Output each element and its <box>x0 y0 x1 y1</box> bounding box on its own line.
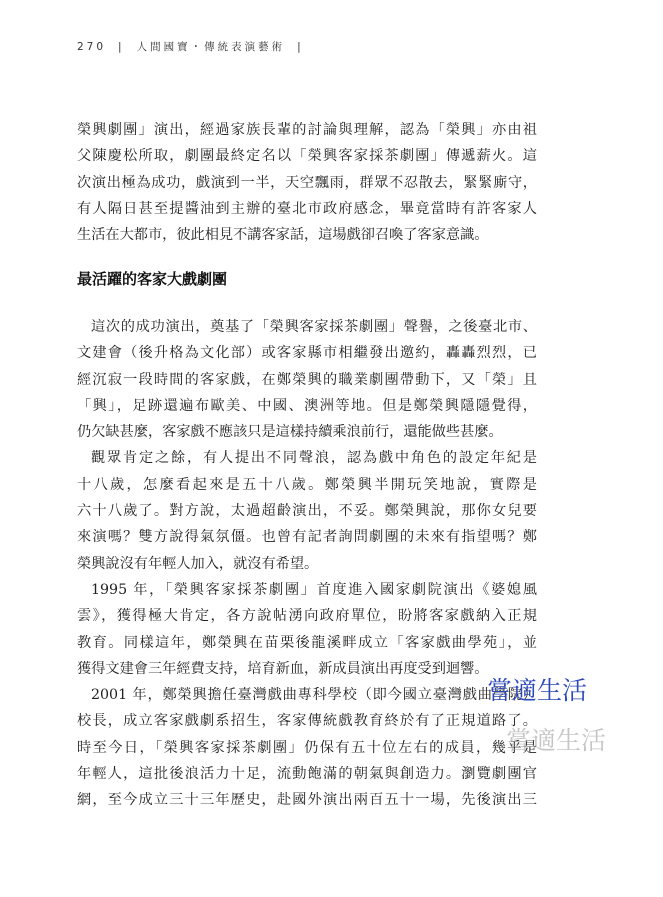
text-line: 文建會（後升格為文化部）或客家縣市相繼發出邀約，轟轟烈烈，已 <box>77 345 537 362</box>
text-line: 雲》，獲得極大肯定，各方說帖湧向政府單位，盼將客家戲納入正規 <box>77 608 537 625</box>
text-line: 年輕人，這批後浪活力十足，流動飽滿的朝氣與創造力。瀏覽劇團官 <box>77 766 537 783</box>
text-line: 1995 年，「榮興客家採茶劇團」首度進入國家劇院演出《婆媳風 <box>91 581 537 598</box>
text-line: 次演出極為成功，戲演到一半，天空飄雨，群眾不忍散去，緊緊廝守， <box>77 174 537 191</box>
text-line: 校長，成立客家戲劇系招生，客家傳統戲教育終於有了正規道路了。 <box>77 713 537 730</box>
watermark-logo: 嘗適生活 <box>487 676 588 705</box>
text-line: 榮興劇團」演出，經過家族長輩的討論與理解，認為「榮興」亦由祖 <box>77 122 537 138</box>
text-line: 觀眾肯定之餘，有人提出不同聲浪，認為戲中角色的設定年紀是 <box>91 450 537 467</box>
text-line: 經沉寂一段時間的客家戲，在鄭榮興的職業劇團帶動下，又「榮」且 <box>77 371 537 388</box>
running-header <box>77 39 316 54</box>
text-line: 生活在大都市，彼此相見不講客家話，這場戲卻召喚了客家意識。 <box>77 227 489 244</box>
text-line: 獲得文建會三年經費支持，培育新血，新成員演出再度受到迴響。 <box>77 660 489 677</box>
text-line: 榮興說沒有年輕人加入，就沒有希望。 <box>77 555 319 572</box>
header-divider: | <box>118 41 125 53</box>
watermark-logo-faded: 嘗適生活 <box>506 726 607 755</box>
text-line: 教育。同樣這年，鄭榮興在苗栗後龍溪畔成立「客家戲曲學苑」，並 <box>77 634 537 651</box>
section-heading: 最活躍的客家大戲劇團 <box>77 270 228 288</box>
text-line: 有人隔日甚至提醬油到主辦的臺北市政府感念，畢竟當時有許客家人 <box>77 200 537 217</box>
text-line: 仍欠缺甚麼，客家戲不應該只是這樣持續乘浪前行，還能做些甚麼。 <box>77 424 503 441</box>
text-line: 這次的成功演出，奠基了「榮興客家採茶劇團」聲譽，之後臺北市、 <box>91 319 537 335</box>
text-line: 時至今日，「榮興客家採茶劇團」仍保有五十位左右的成員，幾乎是 <box>77 739 537 756</box>
text-line: 2001 年，鄭榮興擔任臺灣戲曲專科學校（即今國立臺灣戲曲學院） <box>91 687 537 704</box>
text-line: 十八歲，怎麼看起來是五十八歲。鄭榮興半開玩笑地說，實際是 <box>77 476 537 493</box>
paragraph-continued <box>77 117 537 248</box>
text-line: 網，至今成立三十三年歷史，赴國外演出兩百五十一場，先後演出三 <box>77 792 537 809</box>
page-number: 270 <box>77 41 107 53</box>
text-line: 父陳慶松所取，劇團最終定名以「榮興客家採茶劇團」傳遞薪火。這 <box>77 148 537 165</box>
header-divider-end: | <box>297 41 304 53</box>
text-line: 「興」，足跡還遍布歐美、中國、澳洲等地。但是鄭榮興隱隱覺得， <box>77 397 537 414</box>
text-line: 來演嗎？雙方說得氣氛僵。也曾有記者詢問劇團的未來有指望嗎？鄭 <box>77 529 537 546</box>
text-line: 六十八歲了。對方說，太過超齡演出，不妥。鄭榮興說，那你女兒要 <box>77 503 537 520</box>
section-body <box>77 314 537 814</box>
book-title: 人間國寶・傳統表演藝術 <box>136 41 286 53</box>
